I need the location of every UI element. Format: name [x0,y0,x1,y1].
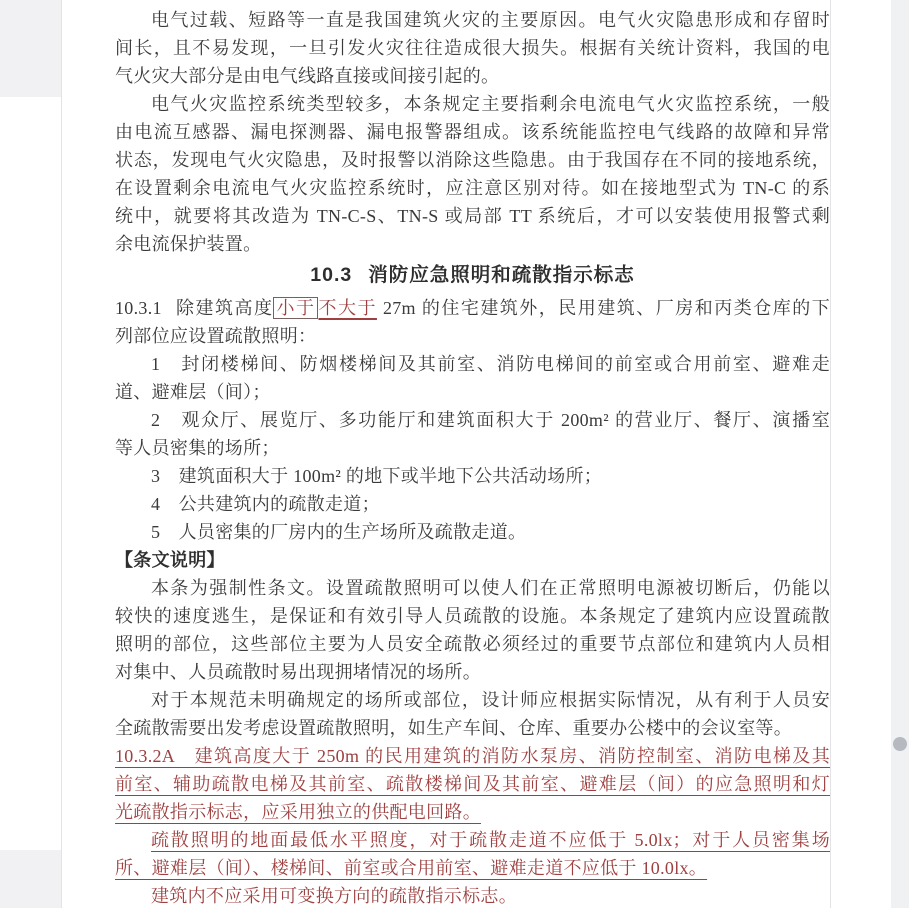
paragraph-electrical-fire-causes [115,6,830,90]
scrollbar-thumb[interactable] [893,737,907,751]
commentary-label: 【条文说明】 [115,550,225,570]
page-right-edge [830,0,831,908]
clause-10-3-1-line-2: 列部位应设置疏散照明： [115,326,317,346]
document-page-text [115,0,830,908]
text-line: 对集中、人员疏散时易出现拥堵情况的场所。 [115,662,481,682]
clause-10-3-1 [115,294,830,350]
revision-inserted-text: 不大于 [318,298,377,318]
page-left-edge [61,0,62,908]
text-line: 统中，就要将其改造为 TN-C-S、TN-S 或局部 TT 系统后，才可以安装使用报警式剩 [115,206,830,226]
text-line: 1 封闭楼梯间、防烟楼梯间及其前室、消防电梯间的前室或合用前室、避难走 [151,354,830,374]
list-item-4 [115,490,830,518]
commentary-paragraph-1 [115,574,830,686]
text-line: 电气火灾监控系统类型较多，本条规定主要指剩余电流电气火灾监控系统，一般 [151,94,830,114]
paragraph-electrical-fire-monitoring [115,90,830,258]
text-line: 4 公共建筑内的疏散走道； [151,494,380,514]
page-gutter-top [0,0,61,97]
text-line: 光疏散指示标志，应采用独立的供配电回路。 [115,802,481,822]
text-line: 本条为强制性条文。设置疏散照明可以使人们在正常照明电源被切断后，仍能以 [151,578,830,598]
text-line: 5 人员密集的厂房内的生产场所及疏散走道。 [151,522,527,542]
text-line: 所、避难层（间）、楼梯间、前室或合用前室、避难走道不应低于 10.0lx。 [115,858,708,878]
clause-text-post: 27m 的住宅建筑外，民用建筑、厂房和丙类仓库的下 [376,298,830,318]
text-line: 状态，发现电气火灾隐患，及时报警以消除这些隐患。由于我国存在不同的接地系统， [115,150,830,170]
text-line: 10.3.2A 建筑高度大于 250m 的民用建筑的消防水泵房、消防控制室、消防电梯及其 [115,746,830,766]
text-line: 较快的速度逃生，是保证和有效引导人员疏散的设施。本条规定了建筑内应设置疏散 [115,606,830,626]
text-line: 由电流互感器、漏电探测器、漏电报警器组成。该系统能监控电气线路的故障和异常 [115,122,830,142]
clause-text-pre: 除建筑高度 [174,298,274,318]
section-heading-10-3 [115,261,830,289]
list-item-5 [115,518,830,546]
text-line: 前室、辅助疏散电梯及其前室、疏散楼梯间及其前室、避难层（间）的应急照明和灯 [115,774,830,794]
list-item-2 [115,406,830,462]
text-line: 在设置剩余电流电气火灾监控系统时，应注意区别对待。如在接地型式为 TN-C 的系 [115,178,830,198]
text-line: 照明的部位，这些部位主要为人员安全疏散必须经过的重要节点部位和建筑内人员相 [115,634,830,654]
text-line: 全疏散需要出发考虑设置疏散照明，如生产车间、仓库、重要办公楼中的会议室等。 [115,718,793,738]
text-line: 等人员密集的场所； [115,438,280,458]
text-line: 气火灾大部分是由电气线路直接或间接引起的。 [115,66,500,86]
text-line: 2 观众厅、展览厅、多功能厅和建筑面积大于 200m² 的营业厅、餐厅、演播室 [151,410,830,430]
section-number: 10.3 [310,264,353,286]
list-item-1 [115,350,830,406]
revision-illuminance-requirements [115,826,830,882]
text-line: 余电流保护装置。 [115,234,262,254]
text-line: 疏散照明的地面最低水平照度，对于疏散走道不应低于 5.0lx；对于人员密集场 [151,830,830,850]
text-line: 对于本规范未明确规定的场所或部位，设计师应根据实际情况，从有利于人员安 [151,690,830,710]
list-item-3 [115,462,830,490]
clause-10-3-1-line-1 [115,294,830,322]
text-line: 电气过载、短路等一直是我国建筑火灾的主要原因。电气火灾隐患形成和存留时 [151,10,830,30]
text-line: 道、避难层（间）； [115,382,271,402]
page-gutter-bottom [0,850,61,908]
clause-number: 10.3.1 [115,298,162,318]
revision-deleted-text: 小于 [273,297,318,319]
revision-final-sentence [115,882,830,908]
text-line: 3 建筑面积大于 100m² 的地下或半地下公共活动场所； [151,466,603,486]
text-line: 建筑内不应采用可变换方向的疏散指示标志。 [151,886,517,906]
commentary-paragraph-2 [115,686,830,742]
text-line: 间长，且不易发现，一旦引发火灾往往造成很大损失。根据有关统计资料，我国的电 [115,38,830,58]
section-title: 消防应急照明和疏散指示标志 [368,264,635,286]
revision-clause-10-3-2A [115,742,830,826]
scrollbar-track[interactable] [891,0,909,908]
